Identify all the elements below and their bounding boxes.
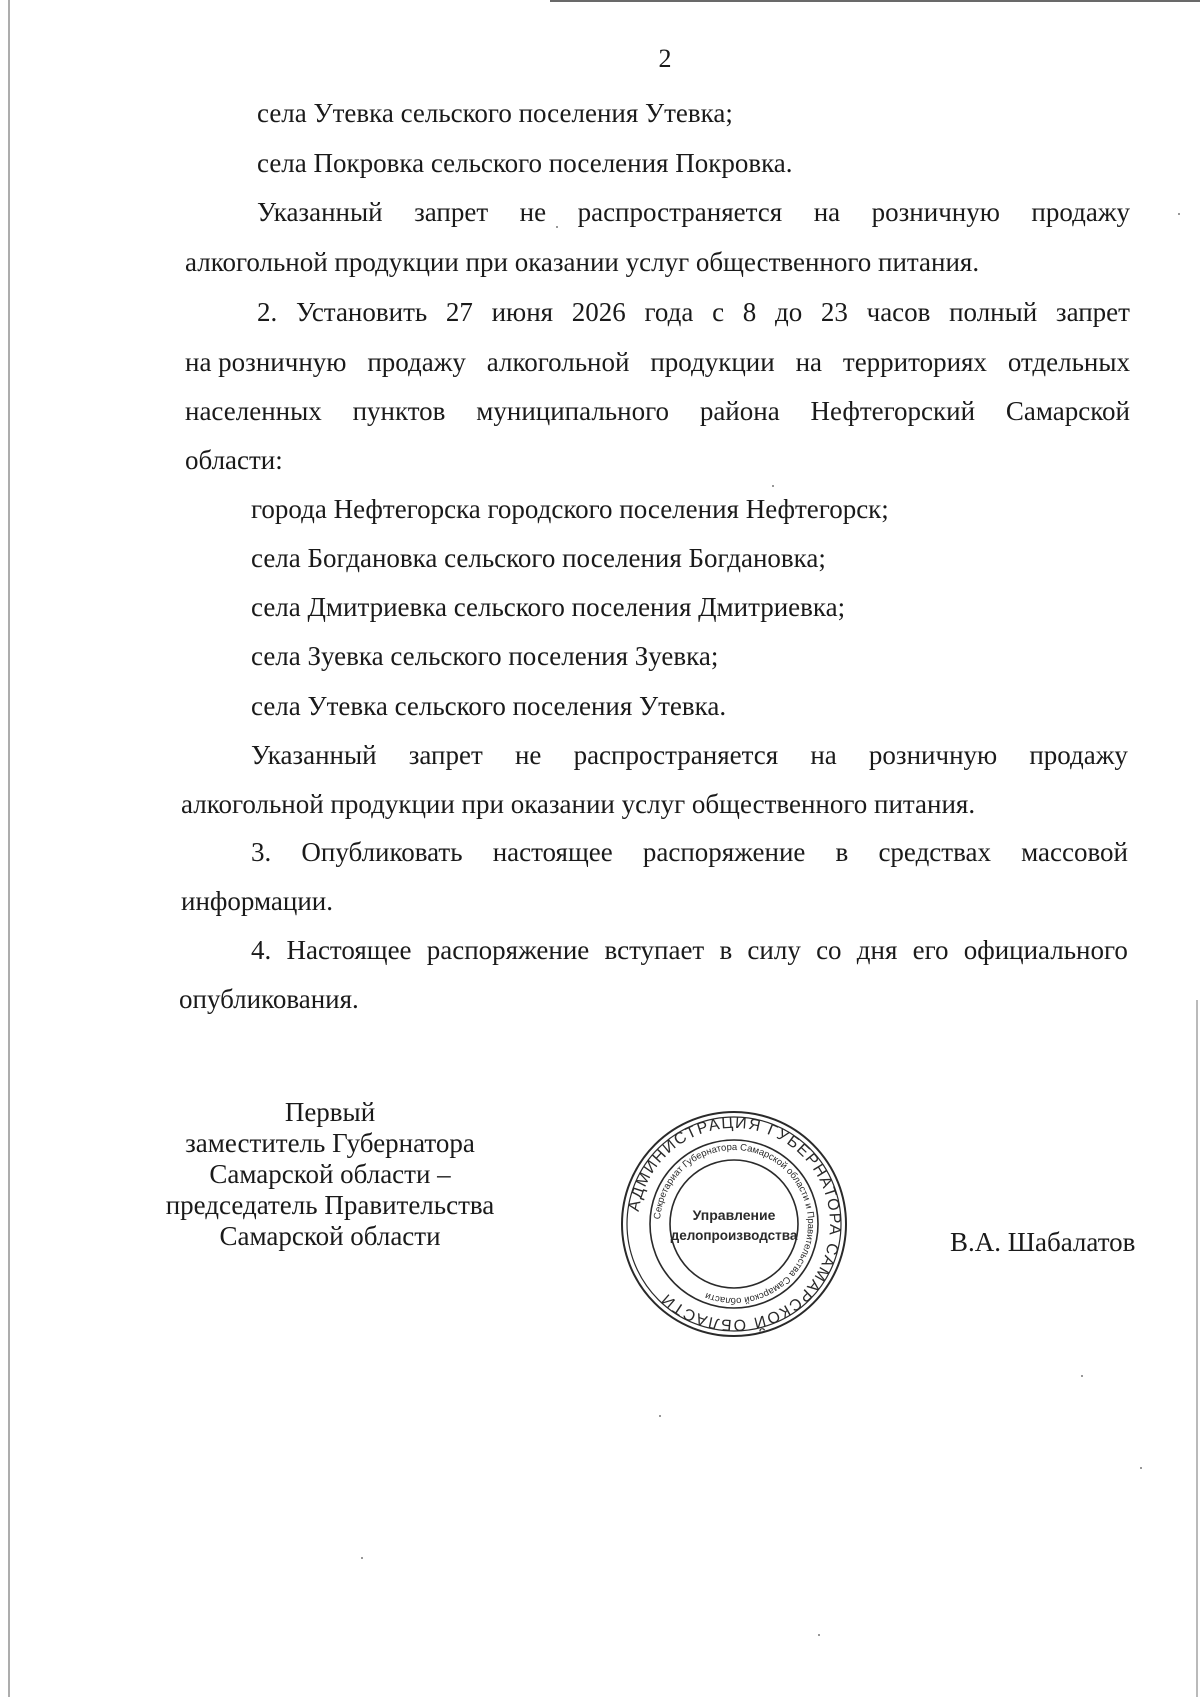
justified-word: 2026: [571, 297, 626, 327]
justified-word: 2.: [257, 297, 278, 327]
scan-edge-right: [1196, 1000, 1198, 1697]
justified-word: населенных: [185, 396, 322, 426]
justified-word: распространяется: [577, 197, 783, 227]
exception-2-line-1: [251, 737, 1128, 773]
item-2-line-4: области:: [185, 445, 283, 475]
page-number: 2: [658, 44, 672, 73]
item-4-line-1: [251, 932, 1128, 968]
justified-word: на: [810, 740, 837, 770]
justified-word: продажу: [1029, 740, 1128, 770]
seal-middle-ring: [650, 1140, 818, 1308]
justified-word: Настоящее: [286, 935, 412, 965]
settlement-line: села Утевка сельского поселения Утевка;: [257, 98, 733, 128]
justified-word: дня: [856, 935, 898, 965]
justified-word: Указанный: [257, 197, 383, 227]
seal-middle-text: Секретариат Губернатора Самарской области и Правительства Самарской области: [652, 1141, 817, 1307]
seal-outer-text: АДМИНИСТРАЦИЯ ГУБЕРНАТОРА САМАРСКОЙ ОБЛАСТИ: [625, 1114, 844, 1334]
justified-word: в: [719, 935, 733, 965]
justified-word: 8: [742, 297, 757, 327]
settlement-line: села Дмитриевка сельского поселения Дмитриевка;: [251, 592, 846, 622]
justified-word: не: [519, 197, 547, 227]
justified-word: настоящее: [492, 837, 613, 867]
scan-speck: [772, 485, 774, 487]
justified-word: не: [514, 740, 542, 770]
scan-edge-left: [8, 0, 10, 1697]
exception-1-line-2: алкогольной продукции при оказании услуг общественного питания.: [185, 247, 980, 277]
justified-word: розничную: [868, 740, 998, 770]
justified-word: запрет: [414, 197, 489, 227]
justified-word: силу: [747, 935, 801, 965]
position-line: Самарской области: [219, 1221, 441, 1251]
scan-speck: [556, 226, 558, 228]
justified-word: запрет: [408, 740, 483, 770]
justified-word: Опубликовать: [301, 837, 463, 867]
signer-name: В.А. Шабалатов: [950, 1227, 1136, 1257]
item-4-line-2: опубликования.: [179, 984, 359, 1014]
justified-word: 27: [445, 297, 473, 327]
justified-word: 3.: [251, 837, 272, 867]
justified-word: распространяется: [573, 740, 779, 770]
item-2-line-2: [185, 344, 1130, 380]
position-line: председатель Правительства: [165, 1190, 495, 1220]
justified-word: Установить: [295, 297, 428, 327]
justified-word: распоряжение: [642, 837, 806, 867]
seal-center-line-1: Управление: [692, 1207, 776, 1223]
justified-word: района: [699, 396, 780, 426]
exception-2-line-2: алкогольной продукции при оказании услуг общественного питания.: [181, 789, 976, 819]
justified-word: Самарской: [1005, 396, 1130, 426]
settlement-line: села Зуевка сельского поселения Зуевка;: [251, 641, 719, 671]
scan-speck: [818, 1634, 820, 1636]
scan-edge-top: [550, 0, 1200, 2]
scan-speck: [361, 1557, 363, 1559]
item-2-line-1: [257, 294, 1130, 330]
settlement-line: села Утевка сельского поселения Утевка.: [251, 691, 727, 721]
justified-word: со: [816, 935, 842, 965]
justified-word: продукции: [650, 347, 775, 377]
justified-word: пунктов: [352, 396, 446, 426]
justified-word: алкогольной: [486, 347, 630, 377]
position-line: Самарской области –: [209, 1159, 451, 1189]
settlement-line: села Богдановка сельского поселения Богдановка;: [251, 543, 826, 573]
scan-speck: [1178, 213, 1180, 215]
justified-word: официального: [963, 935, 1128, 965]
justified-word: его: [912, 935, 949, 965]
justified-word: продажу: [367, 347, 466, 377]
justified-word: муниципального: [476, 396, 669, 426]
item-3-line-2: информации.: [181, 886, 333, 916]
justified-word: Указанный: [251, 740, 377, 770]
justified-word: в: [835, 837, 849, 867]
justified-word: запрет: [1055, 297, 1130, 327]
item-2-line-3: [185, 393, 1130, 429]
justified-word: розничную: [871, 197, 1000, 227]
justified-word: июня: [491, 297, 554, 327]
settlement-line: села Покровка сельского поселения Покровка.: [257, 148, 793, 178]
justified-word: до: [774, 297, 803, 327]
justified-word: часов: [866, 297, 931, 327]
justified-word: на: [813, 197, 841, 227]
justified-word: вступает: [604, 935, 705, 965]
signatory-position: [155, 1097, 505, 1252]
scan-speck: [1140, 1467, 1142, 1469]
justified-word: массовой: [1021, 837, 1128, 867]
justified-word: 4.: [251, 935, 272, 965]
justified-word: продажу: [1031, 197, 1130, 227]
scan-speck: [659, 1415, 661, 1417]
seal-center-line-2: делопроизводства: [670, 1228, 798, 1243]
justified-word: полный: [949, 297, 1038, 327]
justified-word: средствах: [878, 837, 991, 867]
justified-word: на розничную: [185, 347, 347, 377]
justified-word: года: [644, 297, 694, 327]
settlement-line: города Нефтегорска городского поселения Нефтегорск;: [251, 494, 889, 524]
seal-center-ring: [670, 1160, 798, 1288]
justified-word: территориях: [842, 347, 987, 377]
exception-1-line-1: [257, 194, 1130, 230]
justified-word: с: [712, 297, 725, 327]
justified-word: 23: [820, 297, 848, 327]
justified-word: Нефтегорский: [810, 396, 976, 426]
justified-word: на: [795, 347, 823, 377]
scan-speck: [1081, 1375, 1083, 1377]
justified-word: отдельных: [1007, 347, 1130, 377]
position-line: Первый: [284, 1097, 376, 1127]
official-seal: [618, 1108, 850, 1340]
position-line: заместитель Губернатора: [185, 1128, 475, 1158]
justified-word: распоряжение: [426, 935, 590, 965]
item-3-line-1: [251, 834, 1128, 870]
